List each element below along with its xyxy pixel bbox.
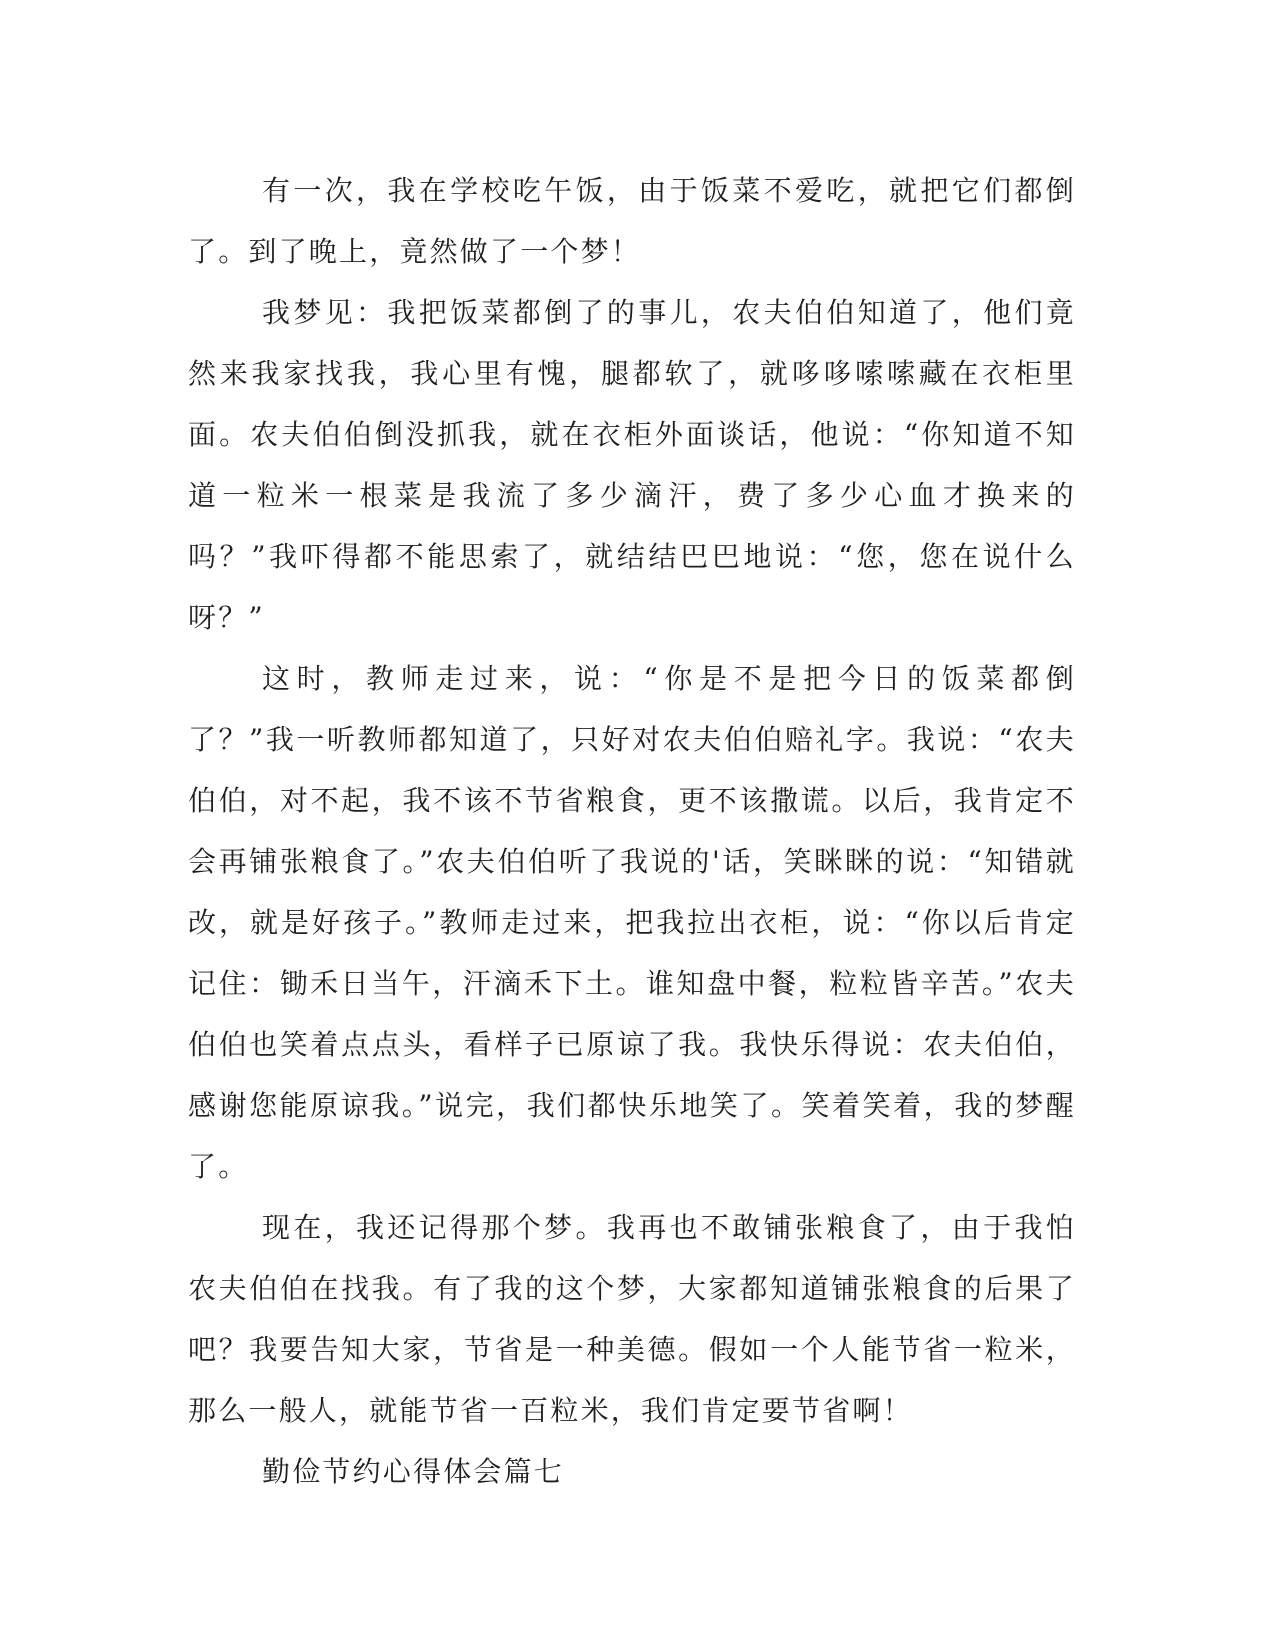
paragraph-teacher-apology: 这时，教师走过来，说：“你是不是把今日的饭菜都倒了？”我一听教师都知道了，只好对农夫伯伯赔礼字。我说：“农夫伯伯，对不起，我不该不节省粮食，更不该撒谎。以后，我肯定不会再铺张粮食了。”农夫伯伯听了我说的'话，笑眯眯的说：“知错就改，就是好孩子。”教师走过来，把我拉出衣柜，说：“你以后肯定记住：锄禾日当午，汗滴禾下土。谁知盘中餐，粒粒皆辛苦。”农夫伯伯也笑着点点头，看样子已原谅了我。我快乐得说：农夫伯伯，感谢您能原谅我。”说完，我们都快乐地笑了。笑着笑着，我的梦醒了。: [188, 662, 1076, 1183]
paragraph-lunch-story: 有一次，我在学校吃午饭，由于饭菜不爱吃，就把它们都倒了。到了晚上，竟然做了一个梦！: [188, 174, 1076, 268]
section-heading: 勤俭节约心得体会篇七: [262, 1455, 565, 1488]
paragraph-conclusion: 现在，我还记得那个梦。我再也不敢铺张粮食了，由于我怕农夫伯伯在找我。有了我的这个梦，大家都知道铺张粮食的后果了吧？我要告知大家，节省是一种美德。假如一个人能节省一粒米，那么一般人，就能节省一百粒米，我们肯定要节省啊！: [188, 1211, 1076, 1427]
paragraph-dream-farmer: 我梦见：我把饭菜都倒了的事儿，农夫伯伯知道了，他们竟然来我家找我，我心里有愧，腿都软了，就哆哆嗦嗦藏在衣柜里面。农夫伯伯倒没抓我，就在衣柜外面谈话，他说：“你知道不知道一粒米一根菜是我流了多少滴汗，费了多少心血才换来的吗？”我吓得都不能思索了，就结结巴巴地说：“您，您在说什么呀？”: [188, 296, 1076, 634]
document-body: [188, 160, 1076, 1502]
